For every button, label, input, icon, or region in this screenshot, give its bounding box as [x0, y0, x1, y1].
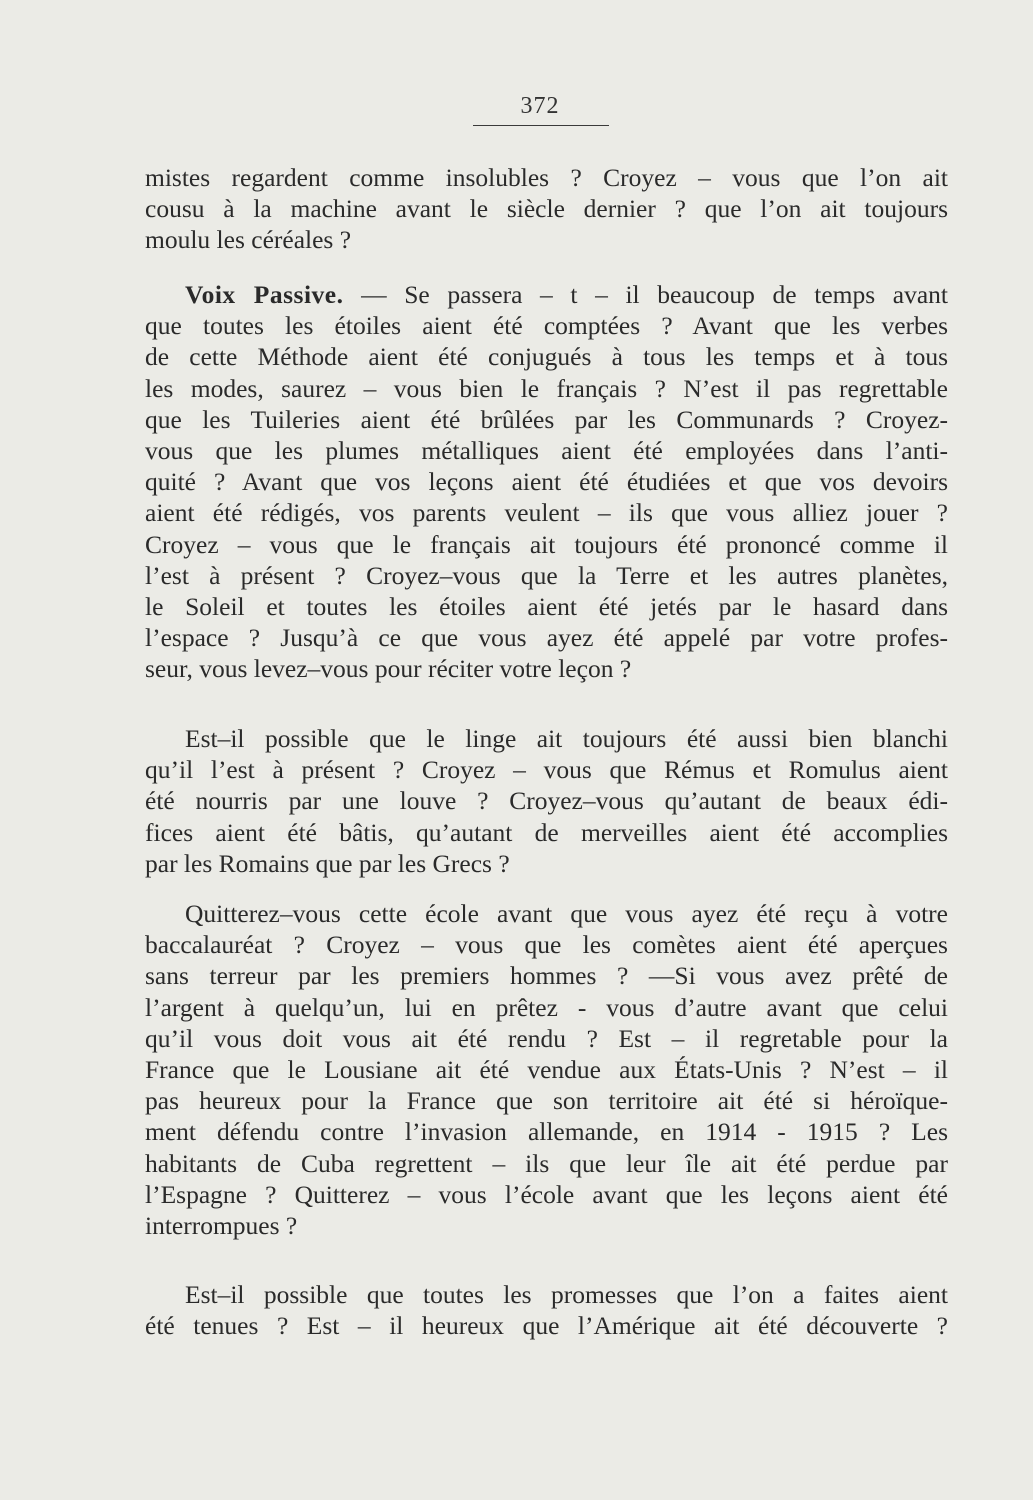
- text-line: le Soleil et toutes les étoiles aient été jetés par le hasard dans: [145, 591, 948, 621]
- text-line: baccalauréat ? Croyez – vous que les comètes aient été aperçues: [145, 930, 948, 960]
- text-line: sans terreur par les premiers hommes ? —Si vous avez prêté de: [145, 961, 948, 991]
- text-line: qu’il l’est à présent ? Croyez – vous que Rémus et Romulus aient: [145, 755, 948, 785]
- text-line: de cette Méthode aient été conjugués à tous les temps et à tous: [145, 342, 948, 372]
- text-line: moulu les céréales ?: [145, 225, 352, 255]
- text-line: été nourris par une louve ? Croyez–vous qu’autant de beaux édi-: [145, 786, 948, 816]
- text-line: habitants de Cuba regrettent – ils que leur île ait été perdue par: [145, 1148, 948, 1178]
- text-line: seur, vous levez–vous pour réciter votre leçon ?: [145, 654, 632, 684]
- text-line: été tenues ? Est – il heureux que l’Amérique ait été découverte ?: [145, 1311, 948, 1341]
- text-line: pas heureux pour la France que son territoire ait été si héroïque-: [145, 1086, 948, 1116]
- text-line: Est–il possible que le linge ait toujours été aussi bien blanchi: [185, 724, 948, 753]
- text-line: Est–il possible que toutes les promesses que l’on a faites aient: [185, 1280, 948, 1309]
- text-line: aient été rédigés, vos parents veulent – ils que vous alliez jouer ?: [145, 498, 948, 528]
- text-line: l’argent à quelqu’un, lui en prêtez - vous d’autre avant que celui: [145, 992, 948, 1022]
- section-heading: Voix Passive.: [185, 280, 344, 309]
- text-line: les modes, saurez – vous bien le français ? N’est il pas regrettable: [145, 373, 948, 403]
- paragraph-4: [145, 898, 948, 1241]
- paragraph-3: [145, 723, 948, 879]
- page-number: 372: [520, 93, 560, 119]
- text-line: [145, 279, 948, 310]
- text-line: vous que les plumes métalliques aient été employées dans l’anti-: [145, 435, 948, 465]
- text-line-content: — Se passera – t – il beaucoup de temps avant: [343, 280, 948, 309]
- text-line: l’est à présent ? Croyez–vous que la Terre et les autres planètes,: [145, 560, 948, 590]
- text-line: l’Espagne ? Quitterez – vous l’école avant que les leçons aient été: [145, 1179, 948, 1209]
- text-line: ment défendu contre l’invasion allemande, en 1914 - 1915 ? Les: [145, 1117, 948, 1147]
- paragraph-voix-passive: [145, 279, 948, 684]
- text-line: l’espace ? Jusqu’à ce que vous ayez été appelé par votre profes-: [145, 623, 948, 653]
- text-line: cousu à la machine avant le siècle dernier ? que l’on ait toujours: [145, 194, 948, 224]
- text-line: que toutes les étoiles aient été comptées ? Avant que les verbes: [145, 311, 948, 341]
- text-line: interrompues ?: [145, 1210, 298, 1240]
- text-line: Croyez – vous que le français ait toujours été prononcé comme il: [145, 529, 948, 559]
- header-rule: [473, 125, 609, 126]
- text-line: mistes regardent comme insolubles ? Croyez – vous que l’on ait: [145, 163, 948, 192]
- text-line: par les Romains que par les Grecs ?: [145, 848, 510, 878]
- text-line: que les Tuileries aient été brûlées par les Communards ? Croyez-: [145, 404, 948, 434]
- text-line: France que le Lousiane ait été vendue aux États-Unis ? N’est – il: [145, 1054, 948, 1084]
- text-line: qu’il vous doit vous ait été rendu ? Est – il regretable pour la: [145, 1023, 948, 1053]
- paragraph-1: [145, 162, 948, 256]
- text-line: quité ? Avant que vos leçons aient été étudiées et que vos devoirs: [145, 467, 948, 497]
- paragraph-5: [145, 1279, 948, 1341]
- text-line: fices aient été bâtis, qu’autant de merveilles aient été accomplies: [145, 817, 948, 847]
- text-line: Quitterez–vous cette école avant que vous ayez été reçu à votre: [185, 899, 948, 928]
